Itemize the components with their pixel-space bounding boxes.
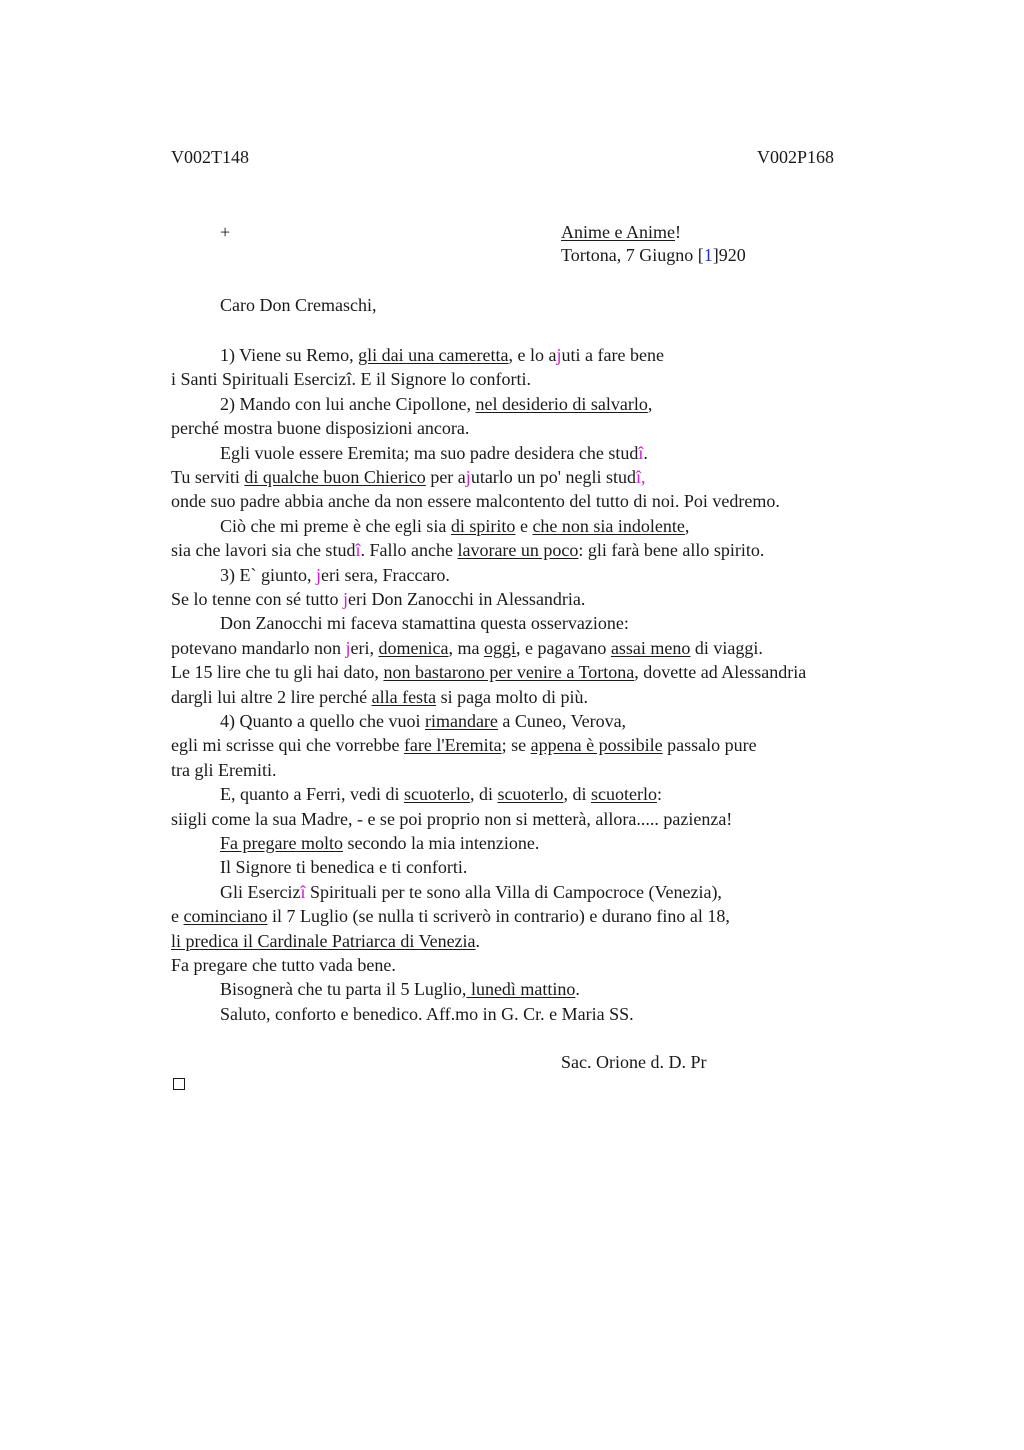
line-text: Spirituali per te sono alla Villa di Campocroce (Venezia), (305, 881, 722, 902)
underlined-text: scuoterlo (590, 784, 657, 805)
line-text: Saluto, conforto e benedico. Aff.mo in G. Cr. e Maria SS. (220, 1003, 634, 1024)
letter-line (171, 636, 763, 660)
letter-line (220, 392, 652, 416)
line-text: passalo pure (662, 735, 757, 756)
letter-line (171, 758, 276, 782)
line-text: si paga molto di più. (436, 686, 589, 707)
underlined-text: rimandare (424, 711, 498, 731)
line-text: Fa pregare che tutto vada bene. (171, 955, 396, 975)
underlined-text: alla festa (371, 686, 437, 707)
line-text: Egli vuole essere Eremita; ma suo padre desidera che stud (220, 442, 639, 463)
line-text: . Fallo anche (360, 540, 458, 561)
header-left-code: V002T148 (171, 147, 249, 167)
line-text: uti a fare bene (561, 345, 664, 365)
underlined-text: Fa pregare molto (220, 833, 343, 853)
end-square-icon (173, 1078, 185, 1090)
line-text: eri sera, Fraccaro. (321, 564, 450, 585)
line-text: il 7 Luglio (se nulla ti scriverò in contrario) e durano fino al 18, (267, 906, 730, 927)
header-right-code: V002P168 (757, 147, 835, 167)
line-text: eri Don Zanocchi in Alessandria. (347, 589, 586, 609)
line-text: ; se (501, 735, 531, 756)
letter-line (220, 441, 648, 465)
underlined-text: appena è possibile (530, 735, 663, 756)
underlined-text: scuoterlo (403, 784, 470, 805)
underlined-text: domenica (378, 637, 449, 658)
letter-line (171, 929, 480, 953)
editorial-mark: j (465, 467, 471, 487)
letter-line (171, 416, 469, 440)
line-text: . E il Signore lo conforti. (351, 369, 531, 390)
place-date-post: ]920 (712, 245, 746, 265)
line-text: onde suo padre abbia anche da non essere malcontento del tutto di noi. Poi vedremo. (171, 491, 780, 512)
line-text: di viaggi. (690, 637, 763, 658)
letter-line (171, 465, 646, 489)
letter-line (171, 807, 732, 831)
cross-mark: + (220, 222, 231, 242)
line-text: Tu serviti (171, 467, 245, 487)
line-text: 2) Mando con lui anche Cipollone, (220, 393, 476, 414)
line-text: potevano mandarlo non (171, 637, 346, 658)
letter-line (171, 538, 764, 562)
letter-line (171, 367, 531, 391)
line-text: eri, (350, 637, 379, 658)
line-text: . (475, 930, 481, 951)
underlined-text: di qualche buon Chierico (244, 467, 426, 487)
line-text: per a (425, 467, 466, 487)
line-text: Bisognerà che tu parta il 5 Luglio, (220, 979, 467, 1000)
underlined-text: cominciano (183, 906, 268, 927)
line-text: utarlo un po' negli stud (470, 467, 637, 487)
line-text: Don Zanocchi mi faceva stamattina questa osservazione: (220, 613, 629, 634)
letter-line (220, 563, 450, 587)
line-text: 3) E` giunto, (220, 564, 316, 585)
salutation: Caro Don Cremaschi, (220, 295, 377, 315)
line-text: Gli Eserciz (220, 881, 301, 902)
line-text: . (575, 979, 580, 1000)
underlined-text: nel desiderio di salvarlo (475, 393, 648, 414)
line-text: . (643, 442, 648, 463)
place-date-bracket: 1 (703, 245, 713, 265)
place-date-pre: Tortona, 7 Giugno [ (561, 245, 704, 265)
editorial-mark: î (638, 442, 644, 463)
letter-line (220, 343, 664, 367)
motto-tail: ! (674, 222, 681, 242)
letter-line (171, 587, 585, 611)
line-text: egli mi scrisse qui che vorrebbe (171, 735, 404, 756)
line-text: , dovette ad Alessandria (634, 662, 807, 683)
line-text: secondo la mia intenzione. (342, 833, 540, 853)
letter-line (220, 1002, 634, 1026)
line-text: 4) Quanto a quello che vuoi (220, 711, 425, 731)
line-text: i Santi Spirituali Esercizî (171, 369, 352, 390)
line-text: sia che lavori sia che stud (171, 540, 356, 561)
letter-line (171, 953, 396, 977)
line-text: e (171, 906, 184, 927)
editorial-mark: j (556, 345, 562, 365)
letter-line (220, 709, 626, 733)
letter-line (171, 685, 588, 709)
editorial-mark: j (316, 564, 322, 585)
line-text: : gli farà bene allo spirito. (578, 540, 765, 561)
line-text: siigli come la sua Madre, - e se poi proprio non si metterà, allora..... pazienza! (171, 808, 733, 829)
line-text: , (684, 515, 690, 536)
underlined-text: oggi (483, 637, 516, 658)
letter-line (171, 660, 806, 684)
underlined-text: fare l'Eremita (403, 735, 502, 756)
letter-line (220, 514, 689, 538)
line-text: Ciò che mi preme è che egli sia (220, 515, 451, 536)
letter-line (220, 782, 662, 806)
editorial-mark: î (355, 540, 361, 561)
line-text: e (515, 515, 533, 536)
line-text: , di (469, 784, 498, 805)
underlined-text: assai meno (610, 637, 691, 658)
line-text: Se lo tenne con sé tutto (171, 589, 343, 609)
line-text: , e lo a (508, 345, 557, 365)
line-text: Il Signore ti benedica e ti conforti. (220, 857, 468, 878)
letter-line (220, 855, 467, 879)
underlined-text: scuoterlo (497, 784, 564, 805)
line-text: tra gli Eremiti. (171, 759, 277, 780)
line-text: Le 15 lire che tu gli hai dato, (171, 662, 384, 683)
letter-line (220, 611, 629, 635)
letter-line (220, 831, 539, 855)
motto-underlined: Anime e Anime (561, 222, 675, 242)
letter-line (171, 489, 780, 513)
line-text: , ma (448, 637, 484, 658)
letter-line (220, 880, 722, 904)
letter-line (171, 904, 730, 928)
line-text: 1) Viene su Remo, (220, 345, 359, 365)
underlined-text: che non sia indolente (532, 515, 685, 536)
letter-line (220, 977, 580, 1001)
underlined-text: li predica il Cardinale Patriarca di Venezia (171, 930, 476, 951)
signature: Sac. Orione d. D. Pr (561, 1052, 707, 1072)
line-text: , (647, 393, 653, 414)
line-text: E, quanto a Ferri, vedi di (220, 784, 404, 805)
place-date (561, 245, 746, 266)
underlined-text: gli dai una cameretta (358, 345, 509, 365)
line-text: , e pagavano (515, 637, 611, 658)
line-text: , di (563, 784, 591, 805)
underlined-text: di spirito (450, 515, 516, 536)
editorial-mark: j (342, 589, 348, 609)
line-text: dargli lui altre 2 lire perché (171, 686, 372, 707)
line-text: a Cuneo, Verova, (497, 711, 627, 731)
letter-line (171, 733, 757, 757)
line-text: : (656, 784, 662, 805)
editorial-mark: î, (636, 467, 646, 487)
line-text: perché mostra buone disposizioni ancora. (171, 418, 470, 439)
editorial-mark: î (300, 881, 306, 902)
underlined-text: non bastarono per venire a Tortona (383, 662, 635, 683)
editorial-mark: j (345, 637, 351, 658)
underlined-text: lavorare un poco (457, 540, 579, 561)
underlined-text: lunedì mattino (466, 979, 576, 1000)
motto (561, 222, 681, 243)
